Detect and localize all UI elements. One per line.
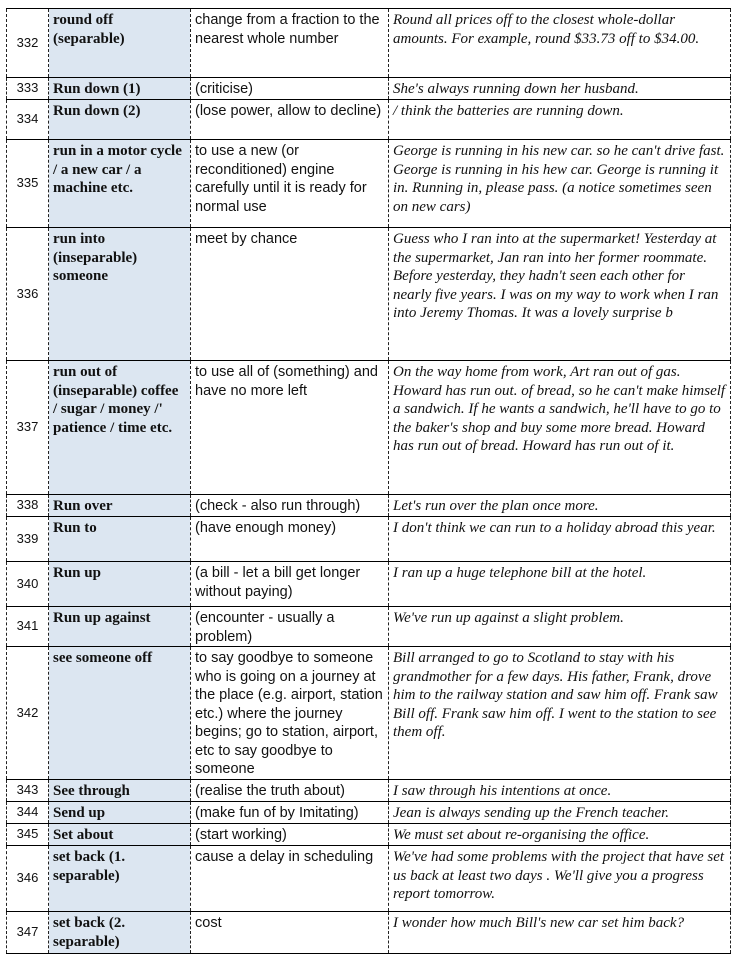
row-number: 337 [7,361,49,495]
phrasal-verb-table [6,8,731,954]
meaning: cause a delay in scheduling [191,846,389,912]
row-number: 344 [7,802,49,824]
phrasal-verb: run out of (inseparable) coffee / sugar / money /' patience / time etc. [49,361,191,495]
table-row [7,802,731,824]
meaning: to use a new (or reconditioned) engine carefully until it is ready for normal use [191,140,389,228]
table-row [7,780,731,802]
meaning: to use all of (something) and have no more left [191,361,389,495]
table-row [7,517,731,562]
meaning: (realise the truth about) [191,780,389,802]
example: Round all prices off to the closest whole-dollar amounts. For example, round $33.73 off to $34.00. [389,9,731,78]
table-row [7,846,731,912]
meaning: (check - also run through) [191,495,389,517]
table-row [7,912,731,954]
row-number: 339 [7,517,49,562]
row-number: 336 [7,228,49,361]
row-number: 341 [7,607,49,647]
example: I don't think we can run to a holiday abroad this year. [389,517,731,562]
table-row [7,228,731,361]
example: We must set about re-organising the office. [389,824,731,846]
meaning: (make fun of by Imitating) [191,802,389,824]
row-number: 347 [7,912,49,954]
phrasal-verb: Send up [49,802,191,824]
meaning: (criticise) [191,78,389,100]
meaning: (start working) [191,824,389,846]
phrasal-verb: Run down (1) [49,78,191,100]
meaning: (a bill - let a bill get longer without paying) [191,562,389,607]
example: George is running in his new car. so he can't drive fast. George is running in his hew car. George is running it in. Running in, please pass. (a notice sometimes seen on new cars) [389,140,731,228]
example: She's always running down her husband. [389,78,731,100]
meaning: cost [191,912,389,954]
example: I saw through his intentions at once. [389,780,731,802]
meaning: (encounter - usually a problem) [191,607,389,647]
row-number: 345 [7,824,49,846]
example: / think the batteries are running down. [389,100,731,140]
phrasal-verb: set back (2. separable) [49,912,191,954]
example: We've had some problems with the project that have set us back at least two days . We'll give you a progress report tomorrow. [389,846,731,912]
example: On the way home from work, Art ran out of gas. Howard has run out. of bread, so he can't make himself a sandwich. If he wants a sandwich, he'll have to go to the baker's shop and buy some more bread. Howard has run out of bread. Howard has run out of it. [389,361,731,495]
example: We've run up against a slight problem. [389,607,731,647]
row-number: 338 [7,495,49,517]
phrasal-verb: Run up [49,562,191,607]
phrasal-verb: Run up against [49,607,191,647]
example: Bill arranged to go to Scotland to stay with his grandmother for a few days. His father, Frank, drove him to the railway station and saw him off. Frank saw Bill off. Frank saw him off. I went to the station to see them off. [389,647,731,780]
phrasal-verb: round off (separable) [49,9,191,78]
phrasal-verb: run in a motor cycle / a new car / a machine etc. [49,140,191,228]
table-row [7,361,731,495]
phrasal-verb: see someone off [49,647,191,780]
example: Jean is always sending up the French teacher. [389,802,731,824]
table-row [7,824,731,846]
meaning: to say goodbye to someone who is going on a journey at the place (e.g. airport, station etc.) where the journey begins; go to station, airport, etc to say goodbye to someone [191,647,389,780]
table-row [7,100,731,140]
row-number: 343 [7,780,49,802]
table-row [7,140,731,228]
phrasal-verb: Set about [49,824,191,846]
meaning: (lose power, allow to decline) [191,100,389,140]
phrasal-verb: set back (1. separable) [49,846,191,912]
table-row [7,607,731,647]
example: Guess who I ran into at the supermarket! Yesterday at the supermarket, Jan ran into her former roommate. Before yesterday, they hadn't seen each other for nearly five years. I was on my way to work when I ran into Jeremy Thomas. It was a lovely surprise b [389,228,731,361]
table-row [7,9,731,78]
row-number: 342 [7,647,49,780]
meaning: (have enough money) [191,517,389,562]
example: I ran up a huge telephone bill at the hotel. [389,562,731,607]
table-row [7,647,731,780]
row-number: 346 [7,846,49,912]
example: Let's run over the plan once more. [389,495,731,517]
meaning: change from a fraction to the nearest whole number [191,9,389,78]
table-row [7,78,731,100]
example: I wonder how much Bill's new car set him back? [389,912,731,954]
row-number: 334 [7,100,49,140]
table-row [7,562,731,607]
phrasal-verb: Run over [49,495,191,517]
meaning: meet by chance [191,228,389,361]
row-number: 333 [7,78,49,100]
row-number: 340 [7,562,49,607]
phrasal-verb: Run to [49,517,191,562]
phrasal-verb: run into (inseparable) someone [49,228,191,361]
row-number: 335 [7,140,49,228]
phrasal-verb: See through [49,780,191,802]
table-row [7,495,731,517]
phrasal-verb: Run down (2) [49,100,191,140]
row-number: 332 [7,9,49,78]
